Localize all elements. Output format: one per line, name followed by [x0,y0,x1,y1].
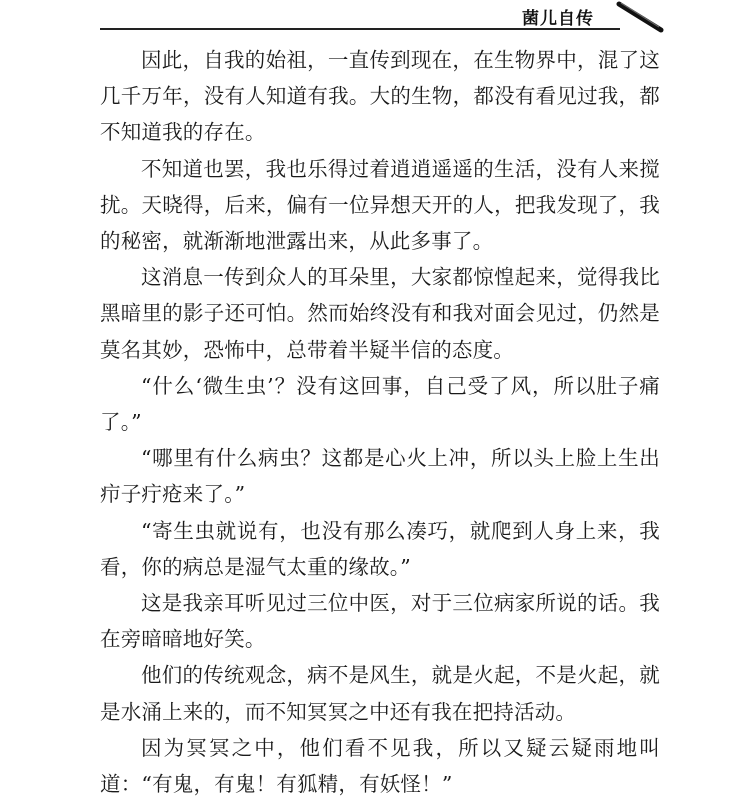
paragraph-4: “什么‘微生虫’？没有这回事，自己受了风，所以肚子痛了。” [100,373,660,435]
paragraph-1: 因此，自我的始祖，一直传到现在，在生物界中，混了这几千万年，没有人知道有我。大的生物，都没有看见过我，都不知道我的存在。 [100,48,660,145]
paragraph-8: 他们的传统观念，病不是风生，就是火起，不是火起，就是水涌上来的，而不知冥冥之中还有我在把持活动。 [100,663,660,724]
paragraph-9: 因为冥冥之中，他们看不见我，所以又疑云疑雨地叫道：“有鬼，有鬼！有狐精，有妖怪！” [100,735,660,797]
running-title: 菌儿自传 [522,9,594,29]
pen-icon [615,0,675,36]
paragraph-2: 不知道也罢，我也乐得过着逍逍遥遥的生活，没有人来搅扰。天晓得，后来，偏有一位异想天开的人，把我发现了，我的秘密，就渐渐地泄露出来，从此多事了。 [100,156,660,254]
paragraph-3: 这消息一传到众人的耳朵里，大家都惊惶起来，觉得我比黑暗里的影子还可怕。然而始终没有和我对面会见过，仍然是莫名其妙，恐怖中，总带着半疑半信的态度。 [100,265,660,362]
page-header [0,0,750,40]
paragraph-6: “寄生虫就说有，也没有那么凑巧，就爬到人身上来，我看，你的病总是湿气太重的缘故。” [100,518,660,579]
paragraph-5: “哪里有什么病虫？这都是心火上冲，所以头上脸上生出疖子疔疮来了。” [100,446,660,507]
body-text [100,42,660,802]
paragraph-7: 这是我亲耳听见过三位中医，对于三位病家所说的话。我在旁暗暗地好笑。 [100,591,660,652]
